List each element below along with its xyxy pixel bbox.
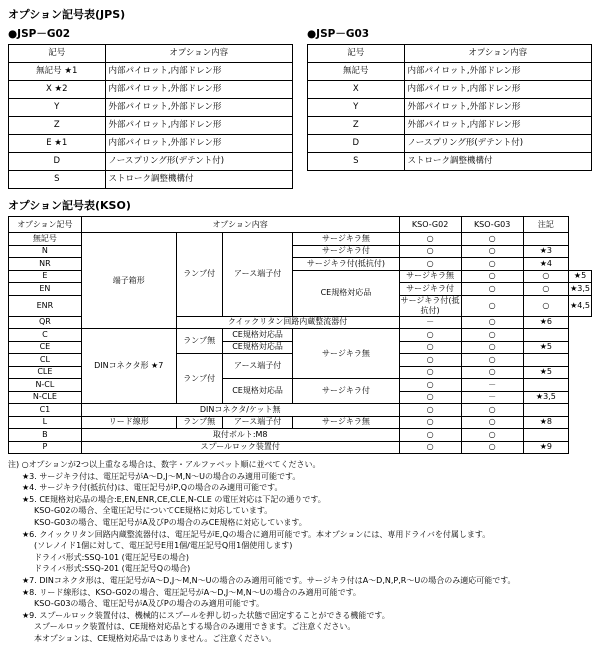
cell-surge: サージキラ付 xyxy=(293,379,399,404)
cell-code: CLE xyxy=(9,366,82,379)
cell-content: スプールロック装置付 xyxy=(81,441,399,454)
cell-code: E ★1 xyxy=(9,135,106,153)
cell-surge: サージキラ無 xyxy=(399,270,461,283)
cell-g03: ○ xyxy=(461,404,523,417)
cell-g02: ○ xyxy=(399,245,461,258)
cell-surge: サージキラ付 xyxy=(293,245,399,258)
cell-note: ★5 xyxy=(523,341,568,354)
footnotes xyxy=(8,459,592,645)
cell-desc: ノースプリング形(デテント付) xyxy=(404,135,591,153)
table-header-row xyxy=(9,45,293,63)
cell-g03: ○ xyxy=(461,329,523,342)
cell-ce: CE規格対応品 xyxy=(222,329,293,342)
table-row xyxy=(9,416,592,429)
cell-code: S xyxy=(9,171,106,189)
jps-g02-heading: ●JSP－G02 xyxy=(8,28,71,40)
cell-g03: ○ xyxy=(523,295,568,316)
footnote-line: ★6. クイックリタン回路内蔵整流器付は、電圧記号がE,Qの場合に適用可能です。本オプションには、専用ドライバを付属します。 xyxy=(22,529,491,539)
cell-code: 無記号 ★1 xyxy=(9,63,106,81)
cell-desc: 外部パイロット,外部ドレン形 xyxy=(105,99,292,117)
jps-g02-block xyxy=(8,26,293,189)
cell-code: NR xyxy=(9,258,82,271)
cell-g03: ○ xyxy=(461,416,523,429)
cell-g02: ○ xyxy=(461,295,523,316)
footnote-line: 本オプションは、CE規格対応品ではありません。ご注意ください。 xyxy=(34,633,277,643)
cell-g02: － xyxy=(399,316,461,329)
cell-code: E xyxy=(9,270,82,283)
table-row xyxy=(9,135,293,153)
cell-g02: ○ xyxy=(399,429,461,442)
column-header-desc: オプション内容 xyxy=(105,45,292,63)
footnote-line: ★8. リード線形は、KSO-G02の場合、電圧記号がA～D,J～M,N～Uの場合のみ適用可能です。 xyxy=(22,587,361,597)
kso-section xyxy=(8,197,592,454)
cell-desc: 内部パイロット,内部ドレン形 xyxy=(404,81,591,99)
cell-code: N xyxy=(9,245,82,258)
jps-section-title: オプション記号表(JPS) xyxy=(8,8,126,21)
table-row xyxy=(308,153,592,171)
cell-g02: ○ xyxy=(399,329,461,342)
cell-ce: CE規格対応品 xyxy=(222,379,293,404)
footnote-line: ★5. CE規格対応品の場合:E,EN,ENR,CE,CLE,N-CLE の電圧対応は下記の通りです。 xyxy=(22,494,326,504)
cell-note xyxy=(523,329,568,342)
kso-table xyxy=(8,216,592,454)
cell-g02: ○ xyxy=(399,416,461,429)
cell-note: ★8 xyxy=(523,416,568,429)
jps-tables-row xyxy=(8,26,592,189)
cell-code: Y xyxy=(9,99,106,117)
cell-desc: ストローク調整機構付 xyxy=(404,153,591,171)
cell-code: X xyxy=(308,81,405,99)
cell-g02: ○ xyxy=(399,404,461,417)
jps-g03-table xyxy=(307,44,592,171)
table-row xyxy=(9,99,293,117)
cell-g03: ○ xyxy=(461,341,523,354)
cell-desc: 外部パイロット,内部ドレン形 xyxy=(404,117,591,135)
cell-desc: 内部パイロット,外部ドレン形 xyxy=(404,63,591,81)
column-header-code: 記号 xyxy=(9,45,106,63)
column-header-code: 記号 xyxy=(308,45,405,63)
cell-note: ★3,5 xyxy=(569,283,592,296)
cell-g02: ○ xyxy=(399,441,461,454)
cell-desc: 内部パイロット,外部ドレン形 xyxy=(105,81,292,99)
cell-g03: ○ xyxy=(461,354,523,367)
footnote-line: KSO-G03の場合、電圧記号がA及びPの場合のみ適用可能です。 xyxy=(34,599,265,609)
table-row xyxy=(308,135,592,153)
footnote-line: KSO-G03の場合、電圧記号がA及びPの場合のみCE規格に対応しています。 xyxy=(34,517,307,527)
cell-desc: ストローク調整機構付 xyxy=(105,171,292,189)
cell-g03: － xyxy=(461,391,523,404)
table-row xyxy=(9,441,592,454)
cell-g02: ○ xyxy=(399,366,461,379)
cell-desc: 内部パイロット,内部ドレン形 xyxy=(105,63,292,81)
cell-note: ★9 xyxy=(523,441,568,454)
jps-g02-table xyxy=(8,44,293,189)
cell-note xyxy=(523,354,568,367)
cell-code: C xyxy=(9,329,82,342)
cell-code: 無記号 xyxy=(308,63,405,81)
cell-g03: ○ xyxy=(461,316,523,329)
cell-earth: アース端子付 xyxy=(222,233,293,317)
cell-lamp: ランプ付 xyxy=(176,354,222,404)
cell-surge: サージキラ無 xyxy=(293,329,399,379)
cell-content: クイックリタン回路内蔵整流器付 xyxy=(176,316,399,329)
column-header-note: 注記 xyxy=(523,217,568,233)
cell-content: DINコネクタ/ケット無 xyxy=(81,404,399,417)
table-row xyxy=(9,329,592,342)
table-row xyxy=(308,63,592,81)
cell-surge: サージキラ無 xyxy=(293,233,399,246)
table-row xyxy=(9,117,293,135)
cell-code: 無記号 xyxy=(9,233,82,246)
cell-code: Z xyxy=(9,117,106,135)
cell-code: B xyxy=(9,429,82,442)
footnote-line: ★4. サージキラ付(抵抗付)は、電圧記号がP,Qの場合のみ適用可能です。 xyxy=(22,483,283,493)
table-row xyxy=(308,117,592,135)
cell-note xyxy=(523,429,568,442)
cell-g02: ○ xyxy=(399,341,461,354)
cell-code: X ★2 xyxy=(9,81,106,99)
cell-g02: ○ xyxy=(461,283,523,296)
cell-g02: ○ xyxy=(399,354,461,367)
cell-ce: CE規格対応品 xyxy=(222,341,293,354)
cell-content: 取付ボルト:M8 xyxy=(81,429,399,442)
table-row xyxy=(9,153,293,171)
cell-code: EN xyxy=(9,283,82,296)
cell-note xyxy=(523,233,568,246)
table-row xyxy=(9,429,592,442)
table-row xyxy=(9,81,293,99)
table-header-row xyxy=(308,45,592,63)
cell-code: P xyxy=(9,441,82,454)
cell-g03: ○ xyxy=(523,283,568,296)
cell-code: L xyxy=(9,416,82,429)
footnote-line: ドライバ形式:SSQ-201 (電圧記号Qの場合) xyxy=(34,564,191,574)
table-row xyxy=(308,99,592,117)
cell-code: QR xyxy=(9,316,82,329)
table-row xyxy=(308,81,592,99)
kso-section-title: オプション記号表(KSO) xyxy=(8,199,131,212)
cell-code: D xyxy=(9,153,106,171)
cell-g03: ○ xyxy=(523,270,568,283)
cell-code: ENR xyxy=(9,295,82,316)
cell-note: ★6 xyxy=(523,316,568,329)
cell-g02: ○ xyxy=(461,270,523,283)
cell-g03: ○ xyxy=(461,366,523,379)
cell-lamp: ランプ付 xyxy=(176,233,222,317)
footnote-line: KSO-G02の場合、全電圧記号についてCE規格に対応しています。 xyxy=(34,506,273,516)
cell-note xyxy=(523,379,568,392)
cell-type: リード線形 xyxy=(81,416,176,429)
cell-g03: ○ xyxy=(461,245,523,258)
cell-desc: ノースプリング形(デテント付) xyxy=(105,153,292,171)
table-row xyxy=(9,404,592,417)
table-row xyxy=(9,171,293,189)
jps-g03-heading: ●JSP－G03 xyxy=(307,28,370,40)
cell-code: Z xyxy=(308,117,405,135)
column-header-g02: KSO-G02 xyxy=(399,217,461,233)
cell-surge: サージキラ付(抵抗付) xyxy=(400,295,460,315)
cell-code: CE xyxy=(9,341,82,354)
cell-code: N-CLE xyxy=(9,391,82,404)
cell-note: ★4 xyxy=(523,258,568,271)
cell-note: ★4,5 xyxy=(569,295,592,316)
cell-note: ★3,5 xyxy=(523,391,568,404)
cell-lamp: ランプ無 xyxy=(176,416,222,429)
cell-g03: ○ xyxy=(461,429,523,442)
cell-g03: ○ xyxy=(461,258,523,271)
cell-note: ★5 xyxy=(523,366,568,379)
cell-surge: サージキラ付(抵抗付) xyxy=(293,258,399,271)
footnote-line: ★7. DINコネクタ形は、電圧記号がA～D,J～M,N～Uの場合のみ適用可能です。サージキラ付はA～D,N,P,R～Uの場合のみ適応可能です。 xyxy=(22,575,516,585)
cell-note xyxy=(523,404,568,417)
cell-surge: サージキラ無 xyxy=(293,416,399,429)
cell-note: ★5 xyxy=(569,270,592,283)
cell-type: DINコネクタ形 ★7 xyxy=(81,329,176,404)
footnote-line: ドライバ形式:SSQ-101 (電圧記号Eの場合) xyxy=(34,552,189,562)
table-row xyxy=(9,233,592,246)
column-header-desc: オプション内容 xyxy=(404,45,591,63)
cell-g02: ○ xyxy=(399,233,461,246)
column-header-option-code: オプション記号 xyxy=(9,217,82,233)
cell-g02: ○ xyxy=(399,379,461,392)
table-header-row xyxy=(9,217,592,233)
table-row xyxy=(9,63,293,81)
cell-code: S xyxy=(308,153,405,171)
footnote-line: スプールロック装置付は、CE規格対応品とする場合のみ適用できます。ご注意ください。 xyxy=(34,622,356,632)
footnote-line: 注) ○オプションが2つ以上重なる場合は、数字・アルファベット順に並べてください。 xyxy=(8,460,321,469)
cell-g03: ○ xyxy=(461,233,523,246)
cell-code: CL xyxy=(9,354,82,367)
cell-g02: ○ xyxy=(399,258,461,271)
cell-g03: ○ xyxy=(461,441,523,454)
cell-type: 端子箱形 xyxy=(81,233,176,329)
column-header-g03: KSO-G03 xyxy=(461,217,523,233)
cell-lamp: ランプ無 xyxy=(176,329,222,354)
cell-earth: アース端子付 xyxy=(222,354,293,379)
jps-g03-block xyxy=(307,26,592,171)
footnote-line: ★9. スプールロック装置付は、機械的にスプールを押し切った状態で固定することができる機能です。 xyxy=(22,610,390,620)
cell-note: ★3 xyxy=(523,245,568,258)
cell-earth: アース端子付 xyxy=(222,416,293,429)
cell-code: D xyxy=(308,135,405,153)
cell-g02: ○ xyxy=(399,391,461,404)
cell-desc: 外部パイロット,外部ドレン形 xyxy=(404,99,591,117)
cell-code: C1 xyxy=(9,404,82,417)
cell-code: Y xyxy=(308,99,405,117)
cell-desc: 内部パイロット,外部ドレン形 xyxy=(105,135,292,153)
footnote-line: ★3. サージキラ付は、電圧記号がA～D,J～M,N～Uの場合のみ適用可能です。 xyxy=(22,471,301,481)
cell-desc: 外部パイロット,内部ドレン形 xyxy=(105,117,292,135)
cell-surge: サージキラ付 xyxy=(399,283,461,296)
cell-g03: － xyxy=(461,379,523,392)
cell-ce: CE規格対応品 xyxy=(293,270,399,316)
footnote-line: (ソレノイド1個に対して、電圧記号E用1個/電圧記号Q用1個使用します) xyxy=(34,541,293,551)
column-header-option-content: オプション内容 xyxy=(81,217,399,233)
cell-code: N-CL xyxy=(9,379,82,392)
